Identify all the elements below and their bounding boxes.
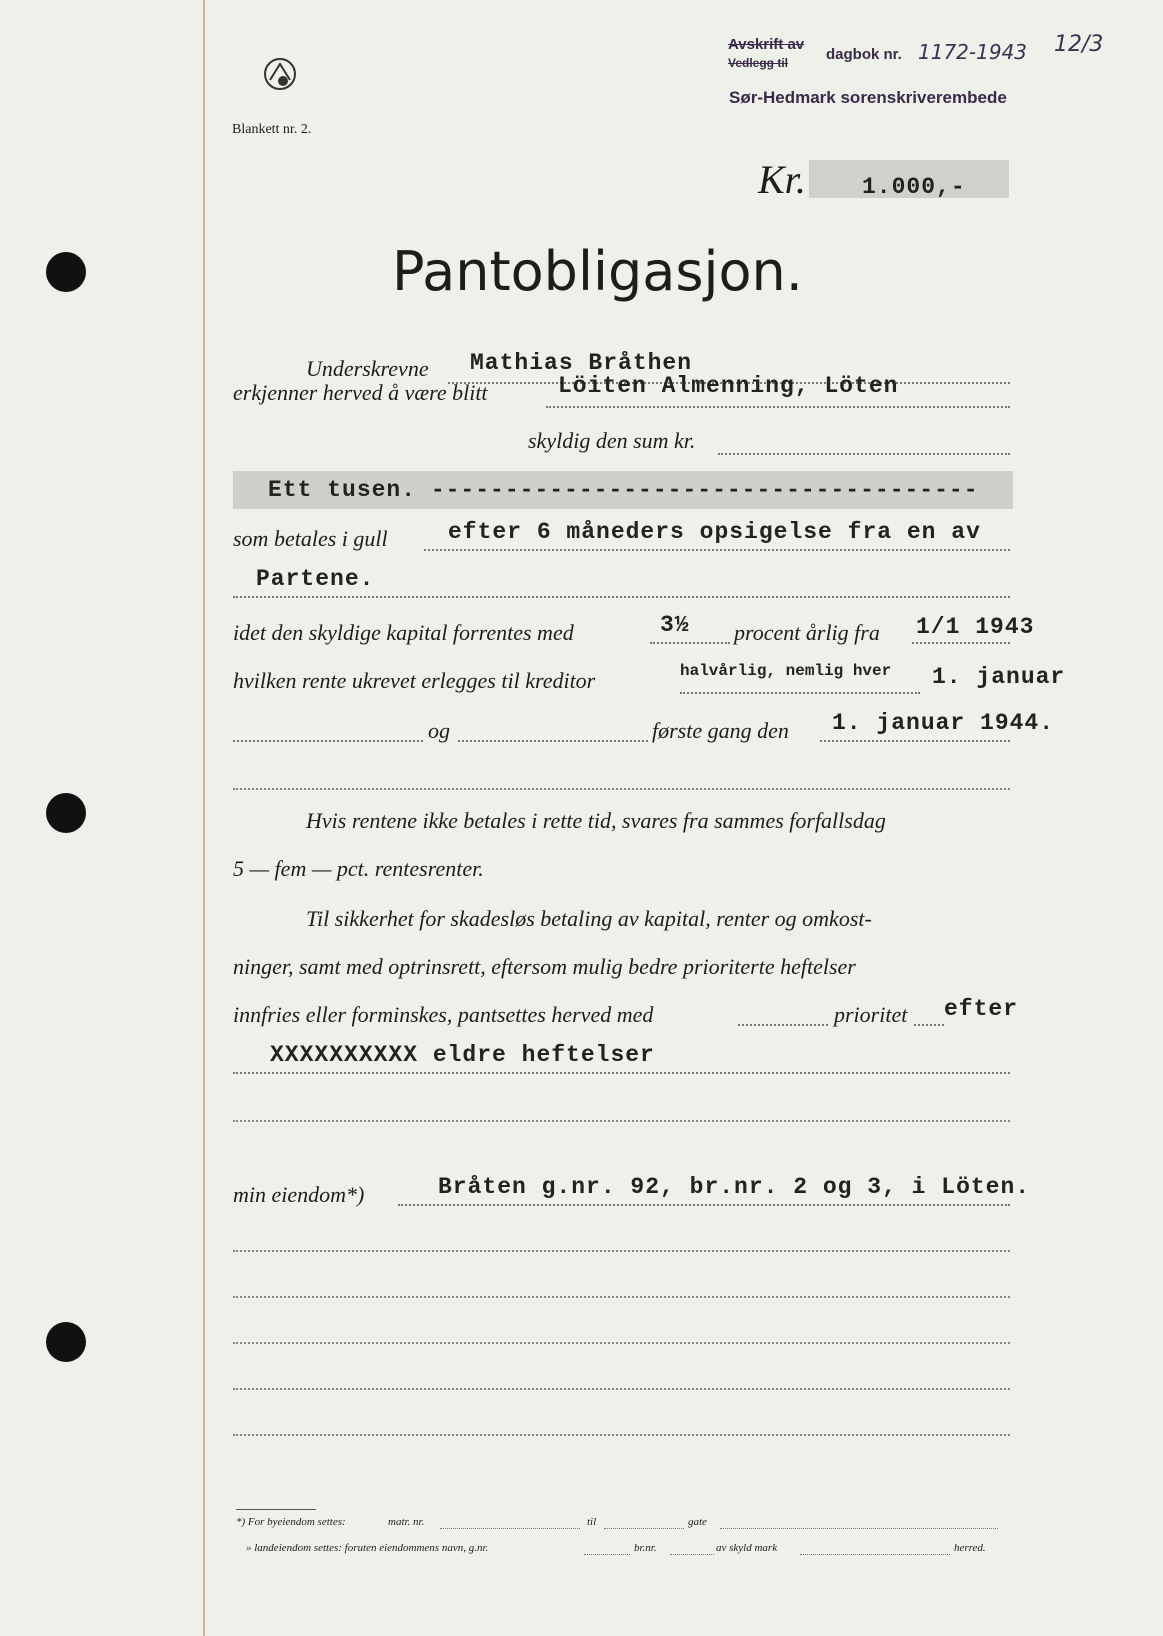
procent-label: procent årlig fra	[734, 620, 880, 645]
margin-line	[203, 0, 205, 1636]
amount-value: 1.000,-	[862, 174, 966, 200]
dotted-line	[233, 596, 1010, 598]
footnote-label: » landeiendom settes: foruten eiendommens navn, g.nr.	[246, 1542, 489, 1554]
forste-label: første gang den	[652, 718, 789, 743]
dotted-line	[604, 1528, 684, 1529]
dotted-line	[546, 406, 1010, 408]
dotted-line	[584, 1554, 630, 1555]
dotted-line	[680, 692, 920, 694]
sum-words: Ett tusen. -------------------------------------	[268, 477, 979, 503]
footnote-label: herred.	[954, 1542, 986, 1554]
og-label: og	[428, 718, 450, 743]
rente-date: 1. januar	[932, 664, 1066, 690]
footnote-label: *) For byeiendom settes:	[236, 1516, 346, 1528]
dotted-line	[424, 549, 1010, 551]
dotted-line	[650, 642, 730, 644]
kapital-rate: 3½	[660, 612, 690, 638]
printer-logo-icon	[262, 56, 298, 92]
blank-line	[233, 1250, 1010, 1252]
erkjenner-value: Löiten Almenning, Löten	[558, 373, 899, 399]
blank-line	[233, 1296, 1010, 1298]
blank-line	[233, 1434, 1010, 1436]
forste-date: 1. januar 1944.	[832, 710, 1055, 736]
paragraph-text: Til sikkerhet for skadesløs betaling av kapital, renter og omkost-	[306, 906, 872, 931]
dotted-line	[670, 1554, 714, 1555]
stamp-dagbok: dagbok nr.	[826, 46, 902, 63]
dotted-line	[233, 740, 423, 742]
dotted-line	[720, 1528, 998, 1529]
eiendom-value: Bråten g.nr. 92, br.nr. 2 og 3, i Löten.	[438, 1174, 1031, 1200]
blank-line	[233, 1388, 1010, 1390]
stamp-struck-text: Vedlegg til	[728, 56, 789, 70]
footnote-rule	[236, 1509, 316, 1510]
dotted-line	[912, 642, 1010, 644]
dotted-line	[718, 453, 1010, 455]
dotted-line	[738, 1024, 828, 1026]
prioritet-label: prioritet	[834, 1002, 908, 1027]
kapital-label: idet den skyldige kapital forrentes med	[233, 620, 574, 645]
dotted-line	[800, 1554, 950, 1555]
underskrevne-value: Mathias Bråthen	[470, 350, 693, 376]
stamp-dagbok-number: 1172-1943	[918, 40, 1028, 64]
gull-value: efter 6 måneders opsigelse fra en av	[448, 519, 981, 545]
eiendom-label: min eiendom*)	[233, 1182, 365, 1207]
fra-date: 1/1 1943	[916, 614, 1035, 640]
footnote-label: br.nr.	[634, 1542, 657, 1554]
gull-label: som betales i gull	[233, 526, 388, 551]
rente-label: hvilken rente ukrevet erlegges til kreditor	[233, 668, 596, 693]
form-id: Blankett nr. 2.	[232, 122, 312, 137]
dotted-line	[233, 1072, 1010, 1074]
heftelser-text: XXXXXXXXXX eldre heftelser	[270, 1042, 655, 1068]
stamp-struck-text: Avskrift av	[728, 36, 805, 53]
stamp-office: Sør-Hedmark sorenskriverembede	[729, 88, 1007, 107]
paragraph-text: 5 — fem — pct. rentesrenter.	[233, 856, 484, 881]
page-title: Pantobligasjon.	[392, 240, 803, 303]
footnote-label: gate	[688, 1516, 707, 1528]
punch-hole	[46, 252, 86, 292]
dotted-line	[458, 740, 648, 742]
underskrevne-label: Underskrevne	[306, 356, 429, 381]
dotted-line	[398, 1204, 1010, 1206]
dotted-line	[820, 740, 1010, 742]
footnote-label: matr. nr.	[388, 1516, 425, 1528]
footnote-label: til	[587, 1516, 597, 1528]
paragraph-text: Hvis rentene ikke betales i rette tid, svares fra sammes forfallsdag	[306, 808, 886, 833]
gull-value-continued: Partene.	[256, 566, 375, 592]
skyldig-label: skyldig den sum kr.	[528, 428, 696, 453]
footnote-label: av skyld mark	[716, 1542, 778, 1554]
punch-hole	[46, 1322, 86, 1362]
blank-line	[233, 788, 1010, 790]
blank-line	[233, 1342, 1010, 1344]
paragraph-text: innfries eller forminskes, pantsettes herved med	[233, 1002, 654, 1027]
dotted-line	[440, 1528, 580, 1529]
amount-label: Kr.	[758, 157, 806, 202]
punch-hole	[46, 793, 86, 833]
rente-value: halvårlig, nemlig hver	[680, 662, 892, 680]
prioritet-value: efter	[944, 996, 1019, 1022]
erkjenner-label: erkjenner herved å være blitt	[233, 380, 488, 405]
paragraph-text: ninger, samt med optrinsrett, eftersom mulig bedre prioriterte heftelser	[233, 954, 856, 979]
stamp-date: 12/3	[1054, 32, 1104, 57]
blank-line	[233, 1120, 1010, 1122]
dotted-line	[914, 1024, 944, 1026]
